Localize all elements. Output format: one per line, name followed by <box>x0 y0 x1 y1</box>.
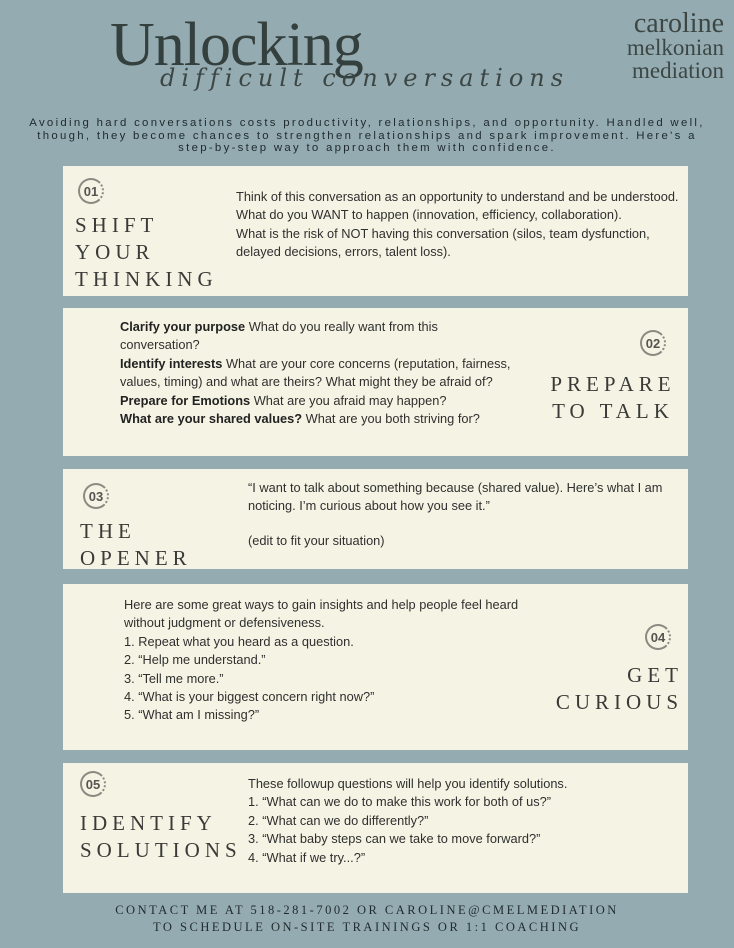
step-item-label: What are your shared values? <box>120 411 303 427</box>
step-intro: These followup questions will help you identify solutions. <box>248 776 568 791</box>
step-item-text: What do you really want from this conversation? <box>120 319 438 353</box>
step-line: What do you WANT to happen (innovation, efficiency, collaboration). <box>236 207 622 223</box>
step-line: 1. Repeat what you heard as a question. <box>124 633 354 649</box>
step-body <box>248 775 678 867</box>
step-body <box>248 479 678 550</box>
step-heading <box>80 810 242 864</box>
step-line: 2. “What can we do differently?” <box>248 812 429 828</box>
step-heading-line: THINKING <box>75 267 218 291</box>
step-number-badge: 04 <box>645 624 671 650</box>
step-line: Think of this conversation as an opportunity to understand and be understood. <box>236 189 679 204</box>
step-heading-line: SOLUTIONS <box>80 838 242 862</box>
step-heading-line: IDENTIFY <box>80 811 217 835</box>
step-item-text: What are your core concerns (reputation, fairness, values, timing) and what are theirs? What might they be afraid of? <box>120 355 511 390</box>
intro-text: Avoiding hard conversations costs productivity, relationships, and opportunity. Handled well, though, they become chances to strengthen relationships and spark improvement. Here's a step-by-step way to approach them with confidence. <box>29 117 705 154</box>
step-card-identify-solutions <box>63 763 688 893</box>
footer-line: CONTACT ME AT 518-281-7002 OR CAROLINE@CMELMEDIATION <box>115 903 619 917</box>
step-body <box>236 188 681 262</box>
step-heading <box>555 662 683 716</box>
brand-line: melkonian <box>626 35 724 61</box>
step-heading <box>80 518 192 572</box>
step-line: What is the risk of NOT having this conversation (silos, team dysfunction, delayed decisions, errors, talent loss). <box>236 225 650 260</box>
step-line: 1. “What can we do to make this work for both of us?” <box>248 794 551 810</box>
step-heading-line: PREPARE <box>550 372 676 396</box>
brand-logo <box>627 10 724 83</box>
step-line: 4. “What is your biggest concern right now?” <box>124 689 375 705</box>
page-title: Unlocking <box>110 11 363 79</box>
step-item <box>120 392 520 410</box>
step-item-text: What are you both striving for? <box>302 411 480 427</box>
step-item <box>120 318 520 355</box>
step-heading <box>75 212 218 293</box>
step-heading-line: OPENER <box>80 546 192 570</box>
step-number-badge: 01 <box>78 178 104 204</box>
step-card-prepare-to-talk <box>63 308 688 456</box>
brand-line: caroline <box>633 8 724 39</box>
step-card-the-opener <box>63 469 688 569</box>
step-heading-line: SHIFT <box>75 213 159 237</box>
step-number-badge: 02 <box>640 330 666 356</box>
opener-note: (edit to fit your situation) <box>248 532 385 548</box>
footer-line: TO SCHEDULE ON-SITE TRAININGS OR 1:1 COACHING <box>152 920 581 934</box>
step-item <box>120 355 520 392</box>
contact-footer <box>0 902 734 936</box>
step-card-get-curious <box>63 584 688 750</box>
step-item <box>120 410 520 428</box>
step-number-badge: 05 <box>80 771 106 797</box>
opener-quote: “I want to talk about something because (shared value). Here’s what I am noticing. I’m curious about how you see it.” <box>248 480 663 514</box>
step-heading-line: TO TALK <box>552 399 674 423</box>
step-line: 5. “What am I missing?” <box>124 707 260 723</box>
step-item-label: Identify interests <box>120 355 223 371</box>
step-number-badge: 03 <box>83 483 109 509</box>
step-body <box>124 596 524 725</box>
step-line: 4. “What if we try...?” <box>248 849 366 865</box>
step-heading-line: THE <box>80 519 136 543</box>
page-subtitle: difficult conversations <box>160 64 570 92</box>
step-intro: Here are some great ways to gain insights and help people feel heard without judgment or defensiveness. <box>124 597 519 631</box>
step-line: 2. “Help me understand.” <box>124 652 266 668</box>
step-line: 3. “What baby steps can we take to move forward?” <box>248 831 541 847</box>
step-heading-line: CURIOUS <box>555 690 683 714</box>
step-item-text: What are you afraid may happen? <box>250 392 447 408</box>
step-item-label: Prepare for Emotions <box>120 392 251 408</box>
step-item-label: Clarify your purpose <box>120 319 246 334</box>
step-card-shift-your-thinking <box>63 166 688 296</box>
step-heading <box>543 371 683 425</box>
step-body <box>120 318 520 428</box>
brand-line: mediation <box>632 57 724 83</box>
step-line: 3. “Tell me more.” <box>124 670 224 686</box>
step-heading-line: YOUR <box>75 240 155 264</box>
step-heading-line: GET <box>627 663 683 687</box>
